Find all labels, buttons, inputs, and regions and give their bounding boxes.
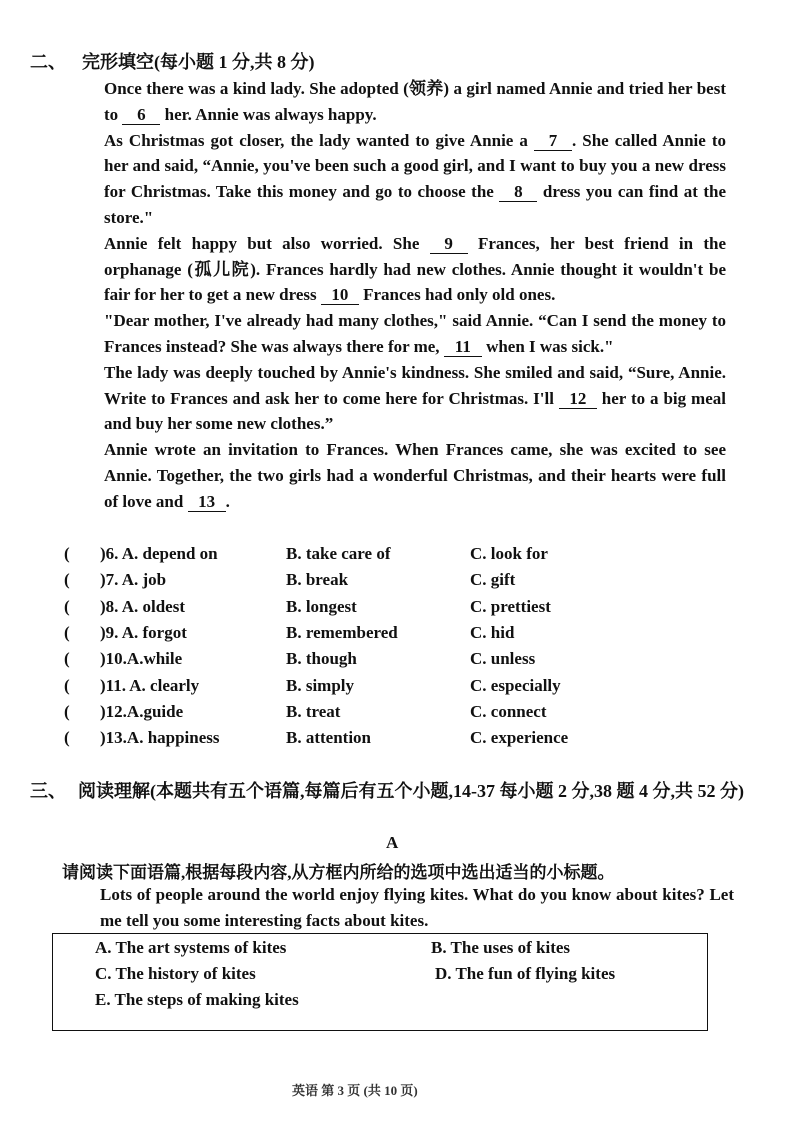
passage-paragraph-4	[66, 308, 726, 360]
paragraph-text: Frances, her best friend in the orphanage (孤儿院). Frances hardly had new clothes. Annie thought it wouldn't be fair for her to get a new dress	[104, 233, 726, 305]
option-c: C. especially	[470, 675, 561, 695]
answer-paren: (	[64, 544, 70, 564]
paragraph-text: . She called Annie to her and said, “Annie, you've been such a good girl, and I want to buy you a new dress for Christmas. Take this money and go to choose the	[104, 130, 727, 202]
blank-9: 9	[430, 235, 468, 254]
passage-a-label: A	[386, 833, 399, 852]
option-a: )6. A. depend on	[100, 544, 218, 564]
section-3-title: 阅读理解(本题共有五个语篇,每篇后有五个小题,14-37 每小题 2 分,38 题 4 分,共 52 分)	[78, 781, 744, 801]
option-b: B. break	[286, 570, 349, 590]
option-b: B. simply	[286, 675, 355, 695]
option-row-7	[64, 567, 664, 593]
heading-option-e: E. The steps of making kites	[95, 990, 299, 1009]
passage-a-instruction: 请阅读下面语篇,根据每段内容,从方框内所给的选项中选出适当的小标题。	[62, 863, 615, 882]
paragraph-text: Frances had only old ones.	[363, 285, 556, 305]
paragraph-text: Annie felt happy but also worried. She	[104, 233, 420, 253]
paragraph-text: dress you can find at the store."	[104, 182, 727, 227]
option-row-10	[64, 646, 664, 672]
option-c: C. unless	[470, 649, 536, 669]
paragraph-text: when I was sick."	[486, 336, 614, 356]
option-row-12	[64, 699, 664, 725]
passage-paragraph-1	[66, 76, 726, 128]
heading-options-box	[52, 933, 708, 1031]
blank-7: 7	[534, 132, 572, 151]
heading-option-b: B. The uses of kites	[431, 938, 571, 957]
option-a: )12.A.guide	[100, 701, 184, 721]
passage-paragraph-5	[66, 360, 726, 437]
blank-10: 10	[321, 286, 359, 305]
paragraph-text: As Christmas got closer, the lady wanted to give Annie a	[104, 130, 528, 150]
blank-11: 11	[444, 338, 482, 357]
option-c: C. look for	[470, 544, 548, 564]
paragraph-text: Once there was a kind lady. She adopted (领养) a girl named Annie and tried her best to	[104, 79, 726, 124]
answer-paren: (	[64, 728, 70, 748]
answer-paren: (	[64, 570, 70, 590]
paragraph-text: The lady was deeply touched by Annie's kindness. She smiled and said, “Sure, Annie. Write to Frances and ask her to come here for Christmas. I'll	[104, 362, 726, 408]
option-b: B. remembered	[286, 623, 398, 643]
option-c: C. gift	[470, 570, 516, 590]
blank-12: 12	[559, 390, 597, 409]
option-c: C. hid	[470, 623, 515, 643]
option-b: B. treat	[286, 701, 341, 721]
heading-option-a: A. The art systems of kites	[95, 938, 287, 957]
section-3-number: 三、	[30, 781, 66, 801]
answer-paren: (	[64, 649, 70, 669]
blank-8: 8	[499, 183, 537, 202]
paragraph-text: Annie wrote an invitation to Frances. When Frances came, she was excited to see Annie. Together, the two girls had a wonderful Christmas, and their hearts were full of love and	[104, 440, 726, 511]
page-footer: 英语 第 3 页 (共 10 页)	[292, 1083, 418, 1098]
cloze-passage	[66, 76, 726, 515]
blank-6: 6	[122, 106, 160, 125]
option-c: C. prettiest	[470, 596, 551, 616]
answer-paren: (	[64, 623, 70, 643]
paragraph-text: .	[225, 491, 230, 511]
section-2-heading	[30, 48, 315, 74]
option-row-6	[64, 541, 664, 567]
option-b: B. though	[286, 649, 357, 669]
option-a: )9. A. forgot	[100, 623, 187, 643]
option-row-9	[64, 620, 664, 646]
option-a: )8. A. oldest	[100, 596, 185, 616]
option-b: B. take care of	[286, 544, 391, 564]
option-a: )10.A.while	[100, 649, 183, 669]
option-c: C. experience	[470, 728, 569, 748]
option-row-13	[64, 725, 664, 751]
passage-paragraph-3	[66, 231, 726, 308]
heading-option-d: D. The fun of flying kites	[435, 964, 616, 983]
heading-option-c: C. The history of kites	[95, 964, 256, 983]
option-row-8	[64, 594, 664, 620]
intro-text: Lots of people around the world enjoy flying kites. What do you know about kites? Let me tell you some interesting facts about kites.	[100, 885, 734, 930]
blank-13: 13	[188, 493, 226, 512]
answer-paren: (	[64, 596, 70, 616]
answer-paren: (	[64, 701, 70, 721]
option-a: )7. A. job	[100, 570, 167, 590]
option-a: )11. A. clearly	[100, 675, 200, 695]
paragraph-text: her to a big meal and buy her some new clothes.”	[104, 388, 726, 434]
section-2-number: 二、	[30, 52, 66, 72]
option-a: )13.A. happiness	[100, 728, 220, 748]
passage-paragraph-6	[66, 437, 726, 514]
option-row-11	[64, 672, 664, 698]
passage-a-intro	[62, 882, 734, 934]
passage-paragraph-2	[66, 128, 726, 231]
paragraph-text: "Dear mother, I've already had many clothes," said Annie. “Can I send the money to Frances instead? She was always there for me,	[104, 311, 726, 356]
answer-paren: (	[64, 675, 70, 695]
paragraph-text: her. Annie was always happy.	[164, 104, 377, 124]
option-b: B. attention	[286, 728, 371, 748]
answer-options	[64, 541, 664, 751]
section-3-heading	[30, 778, 750, 804]
section-2-title: 完形填空(每小题 1 分,共 8 分)	[82, 52, 315, 72]
option-c: C. connect	[470, 701, 547, 721]
option-b: B. longest	[286, 596, 357, 616]
